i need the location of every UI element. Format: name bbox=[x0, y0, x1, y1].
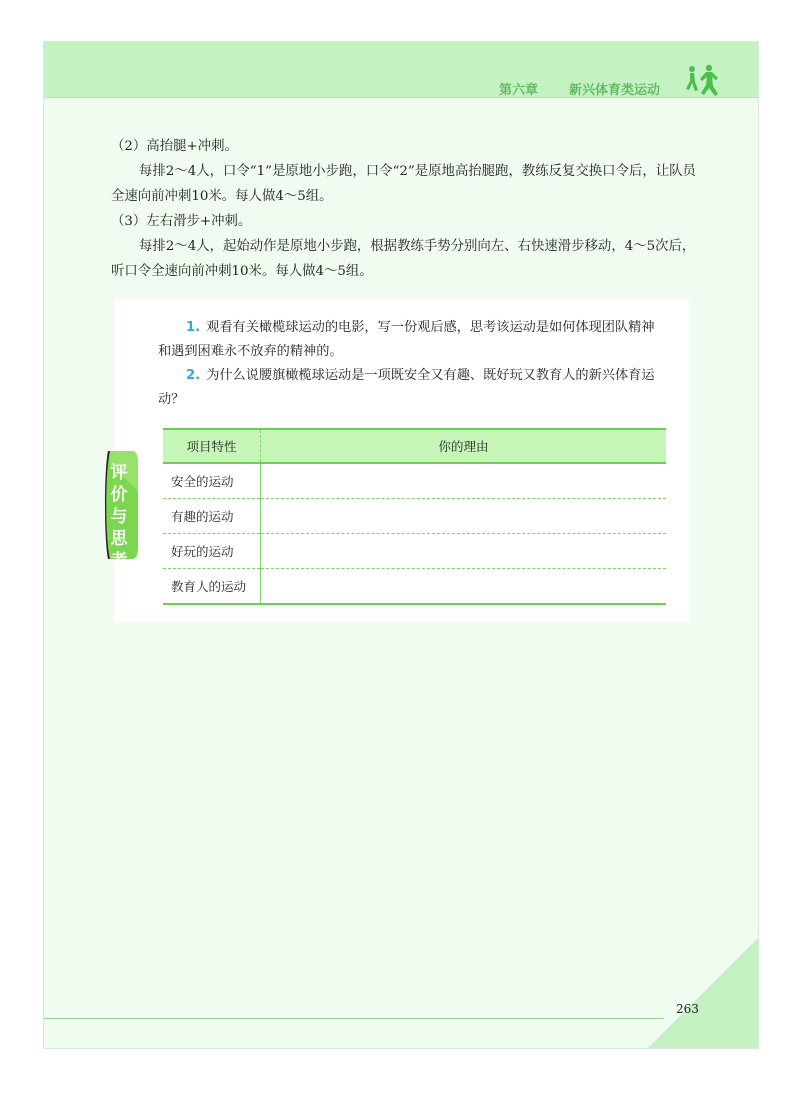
table-row bbox=[163, 463, 666, 499]
review-tab-label: 评价与思考 bbox=[110, 463, 128, 571]
running-players-icon bbox=[684, 64, 724, 98]
table-header-row bbox=[163, 429, 666, 463]
reason-cell[interactable] bbox=[261, 499, 667, 534]
paragraph-subheading-2: （2）高抬腿+冲刺。 bbox=[111, 139, 238, 154]
col-header-trait: 项目特性 bbox=[163, 429, 261, 463]
row-label: 安全的运动 bbox=[163, 463, 261, 499]
table-row bbox=[163, 569, 666, 605]
question-2-number: 2. bbox=[186, 368, 201, 383]
question-1-number: 1. bbox=[186, 320, 201, 335]
question-2 bbox=[158, 364, 658, 412]
footer-line bbox=[44, 1018, 664, 1019]
paragraph-subheading-3: （3）左右滑步+冲刺。 bbox=[111, 214, 252, 229]
review-box bbox=[114, 300, 690, 622]
row-label: 好玩的运动 bbox=[163, 534, 261, 569]
row-label: 有趣的运动 bbox=[163, 499, 261, 534]
page-number: 263 bbox=[676, 1002, 699, 1016]
reason-cell[interactable] bbox=[261, 534, 667, 569]
paragraph-body-2: 每排2～4人，口令“1”是原地小步跑，口令“2”是原地高抬腿跑，教练反复交换口令后，让队员全速向前冲刺10米。每人做4～5组。 bbox=[111, 164, 696, 204]
chapter-label: 第六章 bbox=[499, 83, 539, 98]
chapter-title: 新兴体育类运动 bbox=[569, 83, 661, 98]
corner-decoration bbox=[648, 938, 758, 1048]
reasons-table bbox=[163, 428, 666, 605]
row-label: 教育人的运动 bbox=[163, 569, 261, 605]
question-1-text: 观看有关橄榄球运动的电影，写一份观后感，思考该运动是如何体现团队精神和遇到困难永不放弃的精神的。 bbox=[158, 320, 655, 359]
col-header-reason: 你的理由 bbox=[261, 429, 667, 463]
question-2-text: 为什么说腰旗橄榄球运动是一项既安全又有趣、既好玩又教育人的新兴体育运动？ bbox=[158, 368, 655, 407]
question-1 bbox=[158, 316, 658, 364]
table-row bbox=[163, 499, 666, 534]
book-page bbox=[43, 41, 759, 1049]
table-row bbox=[163, 534, 666, 569]
paragraph-body-3: 每排2～4人，起始动作是原地小步跑，根据教练手势分别向左、右快速滑步移动，4～5次后，听口令全速向前冲刺10米。每人做4～5组。 bbox=[111, 239, 696, 279]
reason-cell[interactable] bbox=[261, 569, 667, 605]
reason-cell[interactable] bbox=[261, 463, 667, 499]
